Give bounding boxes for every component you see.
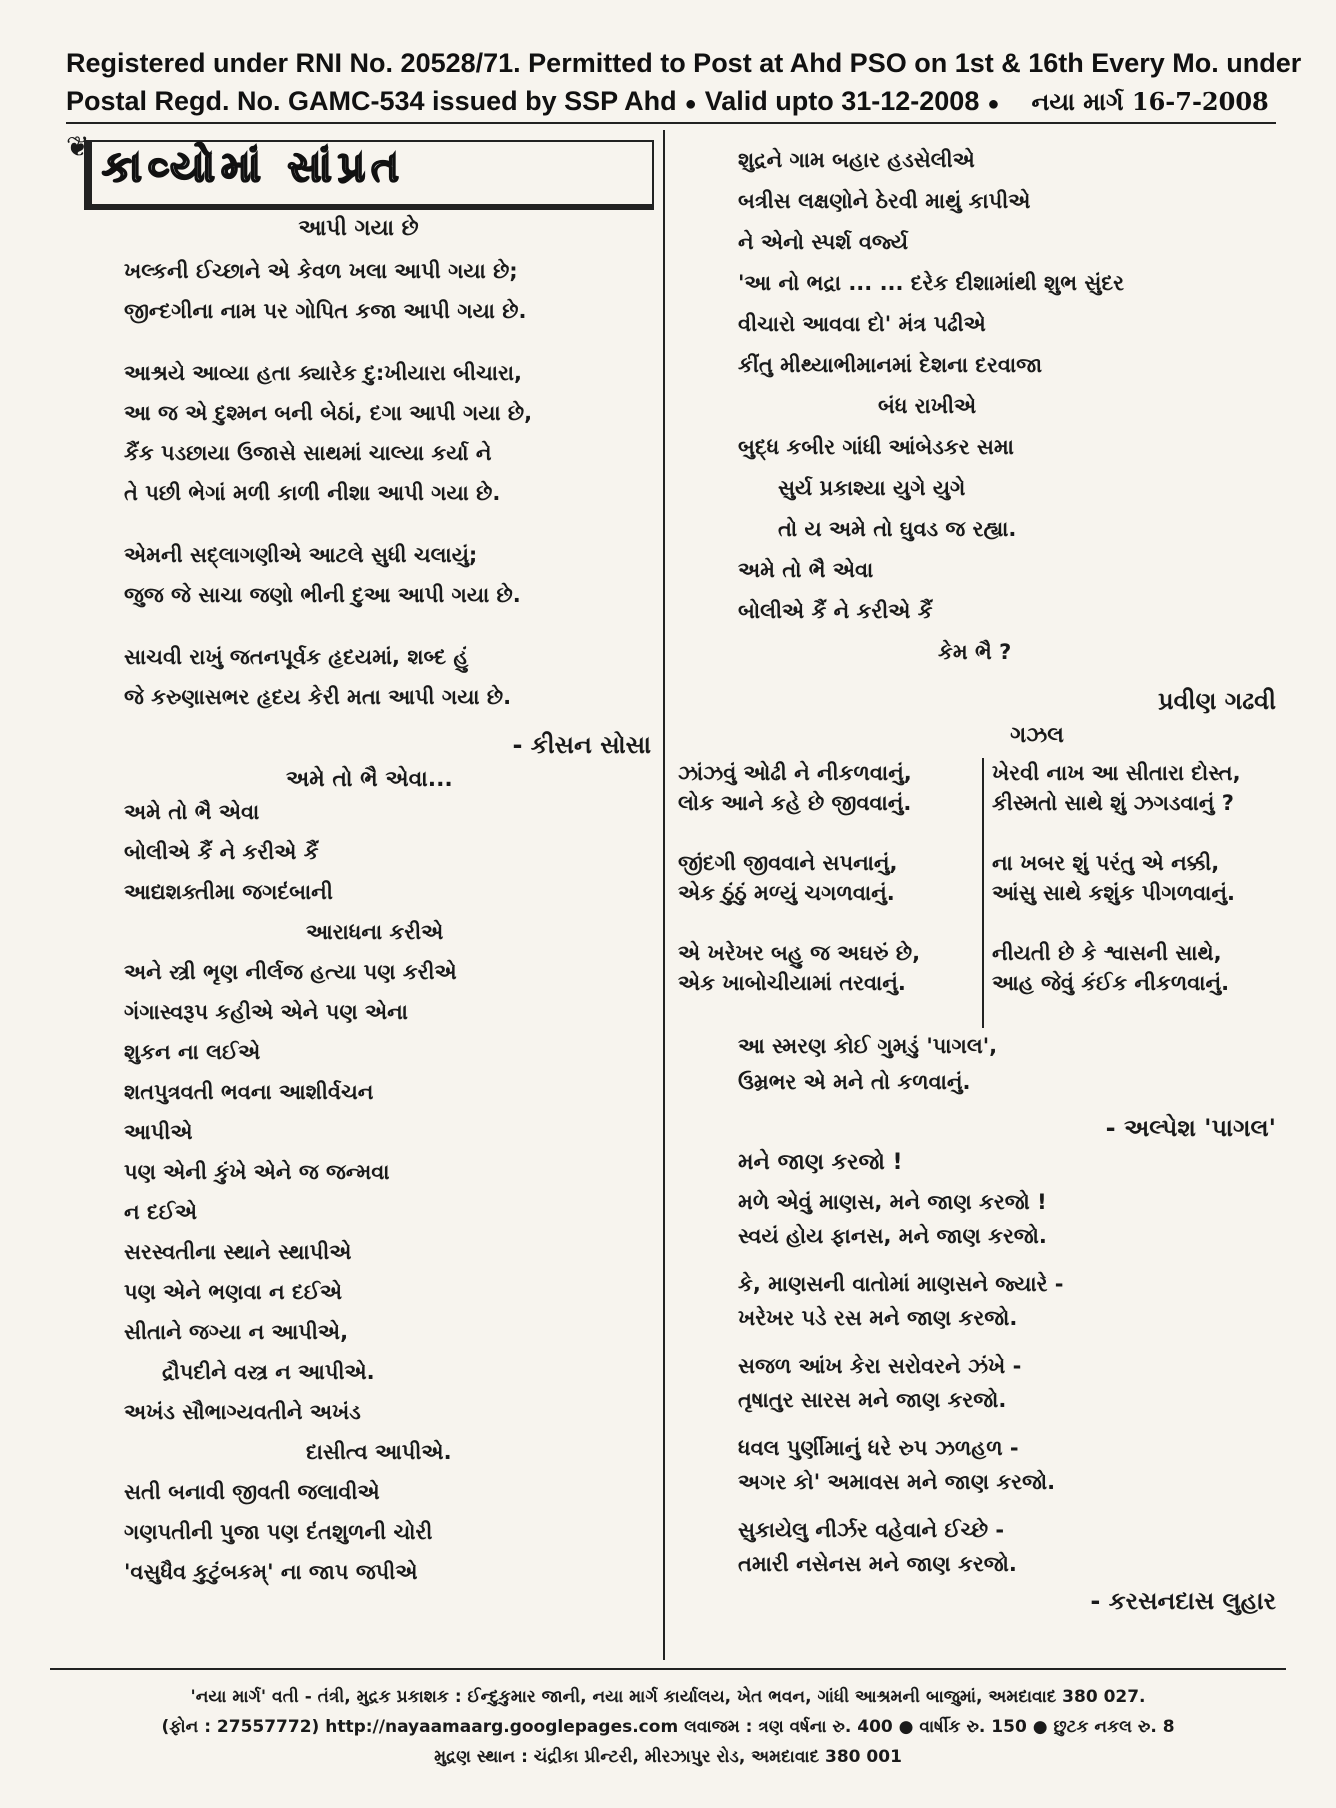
left-column: [66, 130, 651, 1592]
poem-line: ખરેખર પડે રસ મને જાણ કરજો.: [738, 1306, 1018, 1330]
gazal-closing-line: ઉમ્રભર એ મને તો કળવાનું.: [738, 1070, 971, 1094]
gazal-closing-line: આ સ્મરણ કોઈ ગુમડું 'પાગલ',: [738, 1034, 998, 1058]
registration-line: Registered under RNI No. 20528/71. Permitted to Post at Ahd PSO on 1st & 16th Every Mo. under: [66, 48, 1302, 78]
footer-rule: [50, 1668, 1286, 1670]
gazal-line: ના ખબર શું પરંતુ એ નક્કી,: [992, 851, 1220, 875]
poem-title: ગઝલ: [1010, 723, 1064, 748]
poem-line: આપીએ: [124, 1120, 193, 1144]
poem-line: શુકન ના લઈએ: [124, 1040, 261, 1064]
poem-title: અમે તો ભૈ એવા...: [286, 767, 453, 792]
poem-line: શુદ્રને ગામ બહાર હડસેલીએ: [738, 148, 975, 172]
poem-line: બત્રીસ લક્ષણોને ઠેરવી માથું કાપીએ: [738, 189, 1031, 213]
poem-author: - કરસનદાસ લુહાર: [1090, 1587, 1276, 1615]
gazal-line: જીંદગી જીવવાને સપનાનું,: [678, 851, 898, 875]
section-banner: [66, 130, 651, 210]
poem-line: શતપુત્રવતી ભવના આશીર્વચન: [124, 1080, 374, 1104]
poem-title: મને જાણ કરજો !: [738, 1150, 903, 1175]
poem-line: સરસ્વતીના સ્થાને સ્થાપીએ: [124, 1240, 352, 1264]
poem-line: 'વસુધૈવ કુટુંબકમ્' ના જાપ જપીએ: [124, 1560, 418, 1584]
poem-line: ગંગાસ્વરૂપ કહીએ એને પણ એના: [124, 1000, 408, 1024]
bullet-icon: ●: [987, 93, 1000, 115]
right-column: [678, 140, 1276, 1623]
masthead: [66, 44, 1302, 123]
poem-line: અમે તો ભૈ એવા: [124, 800, 260, 824]
poem-line: પણ એને ભણવા ન દઈએ: [124, 1280, 343, 1304]
poem-line: સીતાને જગ્યા ન આપીએ,: [124, 1320, 349, 1344]
poem-line: દ્રૌપદીને વસ્ત્ર ન આપીએ.: [162, 1360, 375, 1384]
postal-regd: Postal Regd. No. GAMC-534 issued by SSP Ahd: [66, 86, 677, 116]
poem-line: બોલીએ કૈં ને કરીએ કૈં: [738, 599, 933, 623]
poem-line: પણ એની કુંખે એને જ જન્મવા: [124, 1160, 390, 1184]
gazal-line: એક ખાબોચીયામાં તરવાનું.: [678, 971, 906, 995]
poem-line: ધવલ પુર્ણીમાનું ધરે રુપ ઝળહળ -: [738, 1436, 1019, 1460]
contact-subscription-line: (ફોન : 27557772) http://nayaamaarg.googlepages.com લવાજમ : ત્રણ વર્ષના રુ. 400 ● વાર્ષીક રુ. 150 ● છુટક નકલ રુ. 8: [161, 1717, 1175, 1737]
poem-title: આપી ગયા છે: [298, 216, 419, 241]
printer-line: મુદ્રણ સ્થાન : ચંદ્રીકા પ્રીન્ટરી, મીરઝાપુર રોડ, અમદાવાદ 380 001: [434, 1747, 902, 1767]
gazal-line: આહ જેવું કંઈક નીકળવાનું.: [992, 971, 1230, 995]
valid-upto: Valid upto 31-12-2008: [704, 86, 980, 116]
poem-line: કે, માણસની વાતોમાં માણસને જ્યારે -: [738, 1272, 1064, 1296]
gazal-line: એક ઠુંઠું મળ્યું ચગળવાનું.: [678, 881, 895, 905]
publisher-line: 'નયા માર્ગ' વતી - તંત્રી, મુદ્રક પ્રકાશક : ઈન્દુકુમાર જાની, નયા માર્ગ કાર્યાલય, ખેત ભવન, ગાંધી આશ્રમની બાજુમાં, અમદાવાદ 380 027.: [190, 1687, 1146, 1707]
poem-line: કૈંક પડછાયા ઉજાસે સાથમાં ચાલ્યા કર્યા ને: [124, 441, 492, 465]
poem-line: ન દઈએ: [124, 1200, 198, 1224]
poem-author: પ્રવીણ ગઢવી: [1158, 687, 1276, 715]
poem-line: સ્વયં હોય ફાનસ, મને જાણ કરજો.: [738, 1224, 1047, 1248]
poem-line: બંધ રાખીએ: [878, 394, 977, 418]
gazal-left-column: [678, 758, 984, 1028]
gazal-line: ઝાંઝવું ઓઢી ને નીકળવાનું,: [678, 761, 912, 785]
gazal-grid: [678, 758, 1276, 1028]
poem-line: જુજ જે સાચા જણો ભીની દુઆ આપી ગયા છે.: [124, 583, 521, 607]
poem-line: અને સ્ત્રી ભૃણ નીર્લજ હત્યા પણ કરીએ: [124, 960, 457, 984]
bullet-icon: ●: [684, 93, 697, 115]
gazal-line: નીયતી છે કે શ્વાસની સાથે,: [992, 941, 1222, 965]
poem-line: ખલ્કની ઈચ્છાને એ કેવળ ખલા આપી ગયા છે;: [124, 259, 518, 283]
poem-line: દાસીત્વ આપીએ.: [306, 1440, 452, 1464]
postal-line: [66, 82, 1276, 123]
poem-line: આશ્રયે આવ્યા હતા ક્યારેક દુ:ખીયારા બીચારા,: [124, 361, 522, 385]
gazal-line: કીસ્મતો સાથે શું ઝગડવાનું ?: [992, 791, 1234, 815]
poem-line: આદ્યશક્તીમા જગદંબાની: [124, 880, 333, 904]
poem-line: જે કરુણાસભર હૃદય કેરી મતા આપી ગયા છે.: [124, 685, 512, 709]
poem-line: તૃષાતુર સારસ મને જાણ કરજો.: [738, 1388, 1007, 1412]
poem-line: સતી બનાવી જીવતી જલાવીએ: [124, 1480, 380, 1504]
poem-line: બુદ્ધ કબીર ગાંધી આંબેડકર સમા: [738, 435, 1014, 459]
poem-author: - કીસન સોસા: [512, 731, 651, 759]
section-title: કાવ્યોમાં સાંપ્રત: [102, 142, 405, 191]
poem-line: સુર્ય પ્રકાશ્યા યુગે યુગે: [778, 476, 966, 500]
poem-line: અગર કો' અમાવસ મને જાણ કરજો.: [738, 1470, 1056, 1494]
header-rule: [66, 122, 1276, 124]
poem-line: તમારી નસેનસ મને જાણ કરજો.: [738, 1552, 1017, 1576]
poem-line: વીચારો આવવા દો' મંત્ર પઢીએ: [738, 312, 986, 336]
ornament-icon: ❦: [66, 130, 90, 163]
poem-line: સજળ આંખ કેરા સરોવરને ઝંખે -: [738, 1354, 1022, 1378]
poem-line: કેમ ભૈ ?: [938, 640, 1012, 664]
poem-line: કીંતુ મીથ્યાભીમાનમાં દેશના દરવાજા: [738, 353, 1043, 377]
poem-line: એમની સદ્‌લાગણીએ આટલે સુધી ચલાયું;: [124, 543, 478, 567]
gazal-right-column: [984, 758, 1241, 1028]
poem-line: અમે તો ભૈ એવા: [738, 558, 874, 582]
gazal-line: ખેરવી નાખ આ સીતારા દોસ્ત,: [992, 761, 1241, 785]
poem-line: 'આ નો ભદ્રા ... ... દરેક દીશામાંથી શુભ સુંદર: [738, 271, 1124, 295]
column-divider: [663, 130, 665, 1660]
poem-line: ને એનો સ્પર્શ વર્જ્ય: [738, 230, 909, 254]
gazal-line: આંસુ સાથે કશુંક પીગળવાનું.: [992, 881, 1235, 905]
imprint-footer: [50, 1668, 1286, 1772]
poem-line: જીન્દગીના નામ પર ગોપિત કજા આપી ગયા છે.: [124, 299, 527, 323]
poem-line: આરાધના કરીએ: [306, 920, 444, 944]
gazal-line: લોક આને કહે છે જીવવાનું.: [678, 791, 912, 815]
poem-author: - અલ્પેશ 'પાગલ': [1105, 1114, 1276, 1142]
poem-line: મળે એવું માણસ, મને જાણ કરજો !: [738, 1190, 1047, 1214]
poem-line: સુકાયેલુ નીર્ઝર વહેવાને ઈચ્છે -: [738, 1518, 1005, 1542]
poem-line: ગણપતીની પુજા પણ દંતશુળની ચોરી: [124, 1520, 433, 1544]
poem-line: સાચવી રાખું જતનપૂર્વક હૃદયમાં, શબ્દ હું: [124, 645, 469, 669]
poem-line: તે પછી ભેગાં મળી કાળી નીશા આપી ગયા છે.: [124, 481, 501, 505]
gazal-line: એ ખરેખર બહુ જ અઘરું છે,: [678, 941, 921, 965]
poem-line: આ જ એ દુશ્મન બની બેઠાં, દગા આપી ગયા છે,: [124, 401, 533, 425]
issue-date: નયા માર્ગ 16-7-2008: [1031, 87, 1269, 116]
poem-line: તો ય અમે તો ઘુવડ જ રહ્યા.: [778, 517, 1017, 541]
poem-line: અખંડ સૌભાગ્યવતીને અખંડ: [124, 1400, 361, 1424]
poem-line: બોલીએ કૈં ને કરીએ કૈં: [124, 840, 319, 864]
